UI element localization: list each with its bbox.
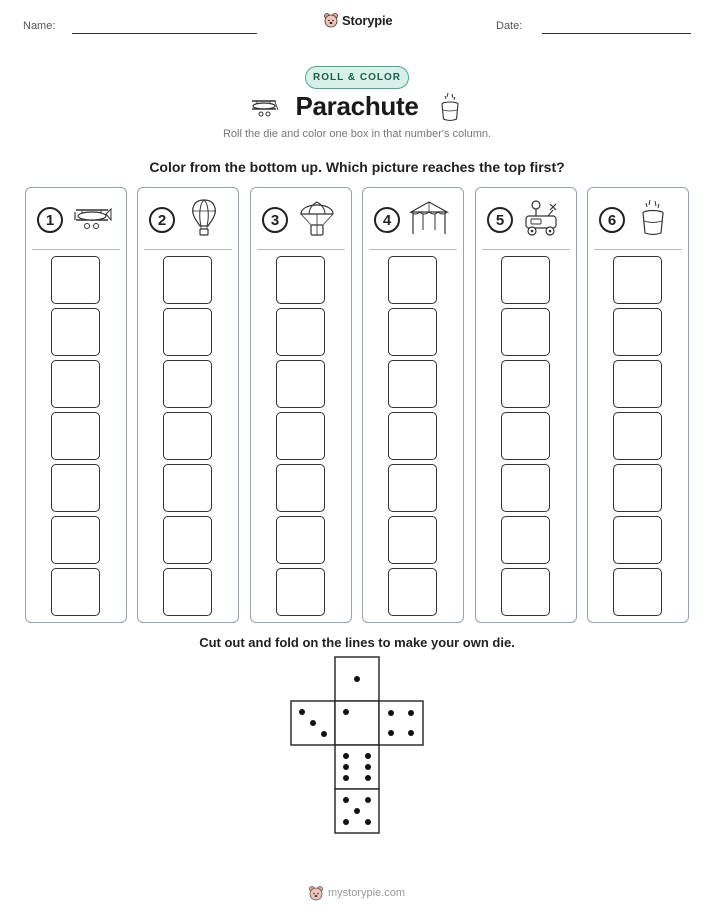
bucket-icon — [632, 198, 676, 238]
color-box[interactable] — [501, 256, 550, 304]
color-box[interactable] — [501, 464, 550, 512]
die-face-right[interactable] — [379, 701, 423, 745]
column-3 — [250, 187, 352, 623]
color-box[interactable] — [388, 308, 437, 356]
color-box[interactable] — [276, 412, 325, 460]
color-box[interactable] — [276, 256, 325, 304]
die-pip — [343, 709, 349, 715]
color-box[interactable] — [163, 308, 212, 356]
parachute-icon — [295, 198, 339, 238]
color-box[interactable] — [388, 412, 437, 460]
die-pip — [365, 819, 371, 825]
name-line[interactable] — [72, 33, 257, 34]
column-divider — [257, 249, 345, 250]
column-5 — [475, 187, 577, 623]
name-label: Name: — [23, 20, 56, 32]
die-pip — [365, 797, 371, 803]
die-instruction: Cut out and fold on the lines to make your own die. — [199, 635, 515, 650]
date-label: Date: — [496, 20, 523, 32]
bucket-icon — [438, 91, 462, 123]
footer — [308, 885, 405, 901]
activity-badge: ROLL & COLOR — [305, 66, 409, 89]
color-box[interactable] — [276, 464, 325, 512]
color-box[interactable] — [163, 412, 212, 460]
brand-logo — [323, 12, 392, 28]
color-box[interactable] — [51, 360, 100, 408]
die-pip — [388, 730, 394, 736]
color-box[interactable] — [501, 568, 550, 616]
column-divider — [482, 249, 570, 250]
column-divider — [32, 249, 120, 250]
robot-cart-icon — [520, 198, 564, 238]
subtitle: Roll the die and color one box in that number's column. — [222, 128, 492, 140]
color-box[interactable] — [51, 412, 100, 460]
die-pip — [365, 775, 371, 781]
die-pip — [343, 753, 349, 759]
color-box[interactable] — [388, 360, 437, 408]
die-pip — [408, 730, 414, 736]
die-pip — [354, 676, 360, 682]
color-box[interactable] — [613, 360, 662, 408]
color-box[interactable] — [276, 308, 325, 356]
color-box[interactable] — [51, 568, 100, 616]
biplane-icon — [70, 198, 114, 238]
color-box[interactable] — [163, 568, 212, 616]
brand-name: Storypie — [342, 12, 393, 28]
column-number: 3 — [262, 207, 288, 233]
column-divider — [144, 249, 232, 250]
color-box[interactable] — [276, 516, 325, 564]
color-box[interactable] — [501, 360, 550, 408]
color-box[interactable] — [51, 256, 100, 304]
color-box[interactable] — [613, 256, 662, 304]
die-pip — [388, 710, 394, 716]
color-box[interactable] — [613, 412, 662, 460]
die-pip — [343, 775, 349, 781]
column-4 — [362, 187, 464, 623]
column-number: 6 — [599, 207, 625, 233]
color-box[interactable] — [51, 516, 100, 564]
die-pip — [365, 753, 371, 759]
color-box[interactable] — [501, 516, 550, 564]
color-box[interactable] — [163, 256, 212, 304]
color-box[interactable] — [388, 256, 437, 304]
column-1 — [25, 187, 127, 623]
die-pip — [343, 764, 349, 770]
die-pip — [343, 797, 349, 803]
column-2 — [137, 187, 239, 623]
column-divider — [369, 249, 457, 250]
color-box[interactable] — [51, 464, 100, 512]
canopy-tent-icon — [407, 198, 451, 238]
color-box[interactable] — [163, 360, 212, 408]
die-pip — [299, 709, 305, 715]
color-box[interactable] — [276, 568, 325, 616]
color-box[interactable] — [276, 360, 325, 408]
color-box[interactable] — [51, 308, 100, 356]
die-pip — [343, 819, 349, 825]
die-pip — [354, 808, 360, 814]
color-box[interactable] — [163, 464, 212, 512]
column-6 — [587, 187, 689, 623]
color-box[interactable] — [501, 412, 550, 460]
column-number: 5 — [487, 207, 513, 233]
die-pip — [321, 731, 327, 737]
color-box[interactable] — [388, 516, 437, 564]
hot-air-balloon-icon — [182, 198, 226, 238]
color-box[interactable] — [501, 308, 550, 356]
instruction: Color from the bottom up. Which picture reaches the top first? — [149, 159, 565, 175]
die-face-lower[interactable] — [335, 745, 379, 789]
die-pip — [365, 764, 371, 770]
color-box[interactable] — [613, 516, 662, 564]
column-divider — [594, 249, 682, 250]
column-number: 1 — [37, 207, 63, 233]
page-title: Parachute — [295, 91, 419, 121]
die-face-center[interactable] — [335, 701, 379, 745]
color-box[interactable] — [613, 308, 662, 356]
die-net[interactable] — [290, 656, 424, 834]
storypie-bear-icon — [323, 12, 339, 28]
storypie-bear-icon — [308, 885, 324, 901]
die-pip — [310, 720, 316, 726]
die-pip — [408, 710, 414, 716]
date-line[interactable] — [542, 33, 691, 34]
color-box[interactable] — [613, 464, 662, 512]
footer-url[interactable]: mystorypie.com — [328, 887, 406, 899]
color-box[interactable] — [388, 568, 437, 616]
color-box[interactable] — [388, 464, 437, 512]
color-box[interactable] — [163, 516, 212, 564]
color-box[interactable] — [613, 568, 662, 616]
column-number: 4 — [374, 207, 400, 233]
column-number: 2 — [149, 207, 175, 233]
